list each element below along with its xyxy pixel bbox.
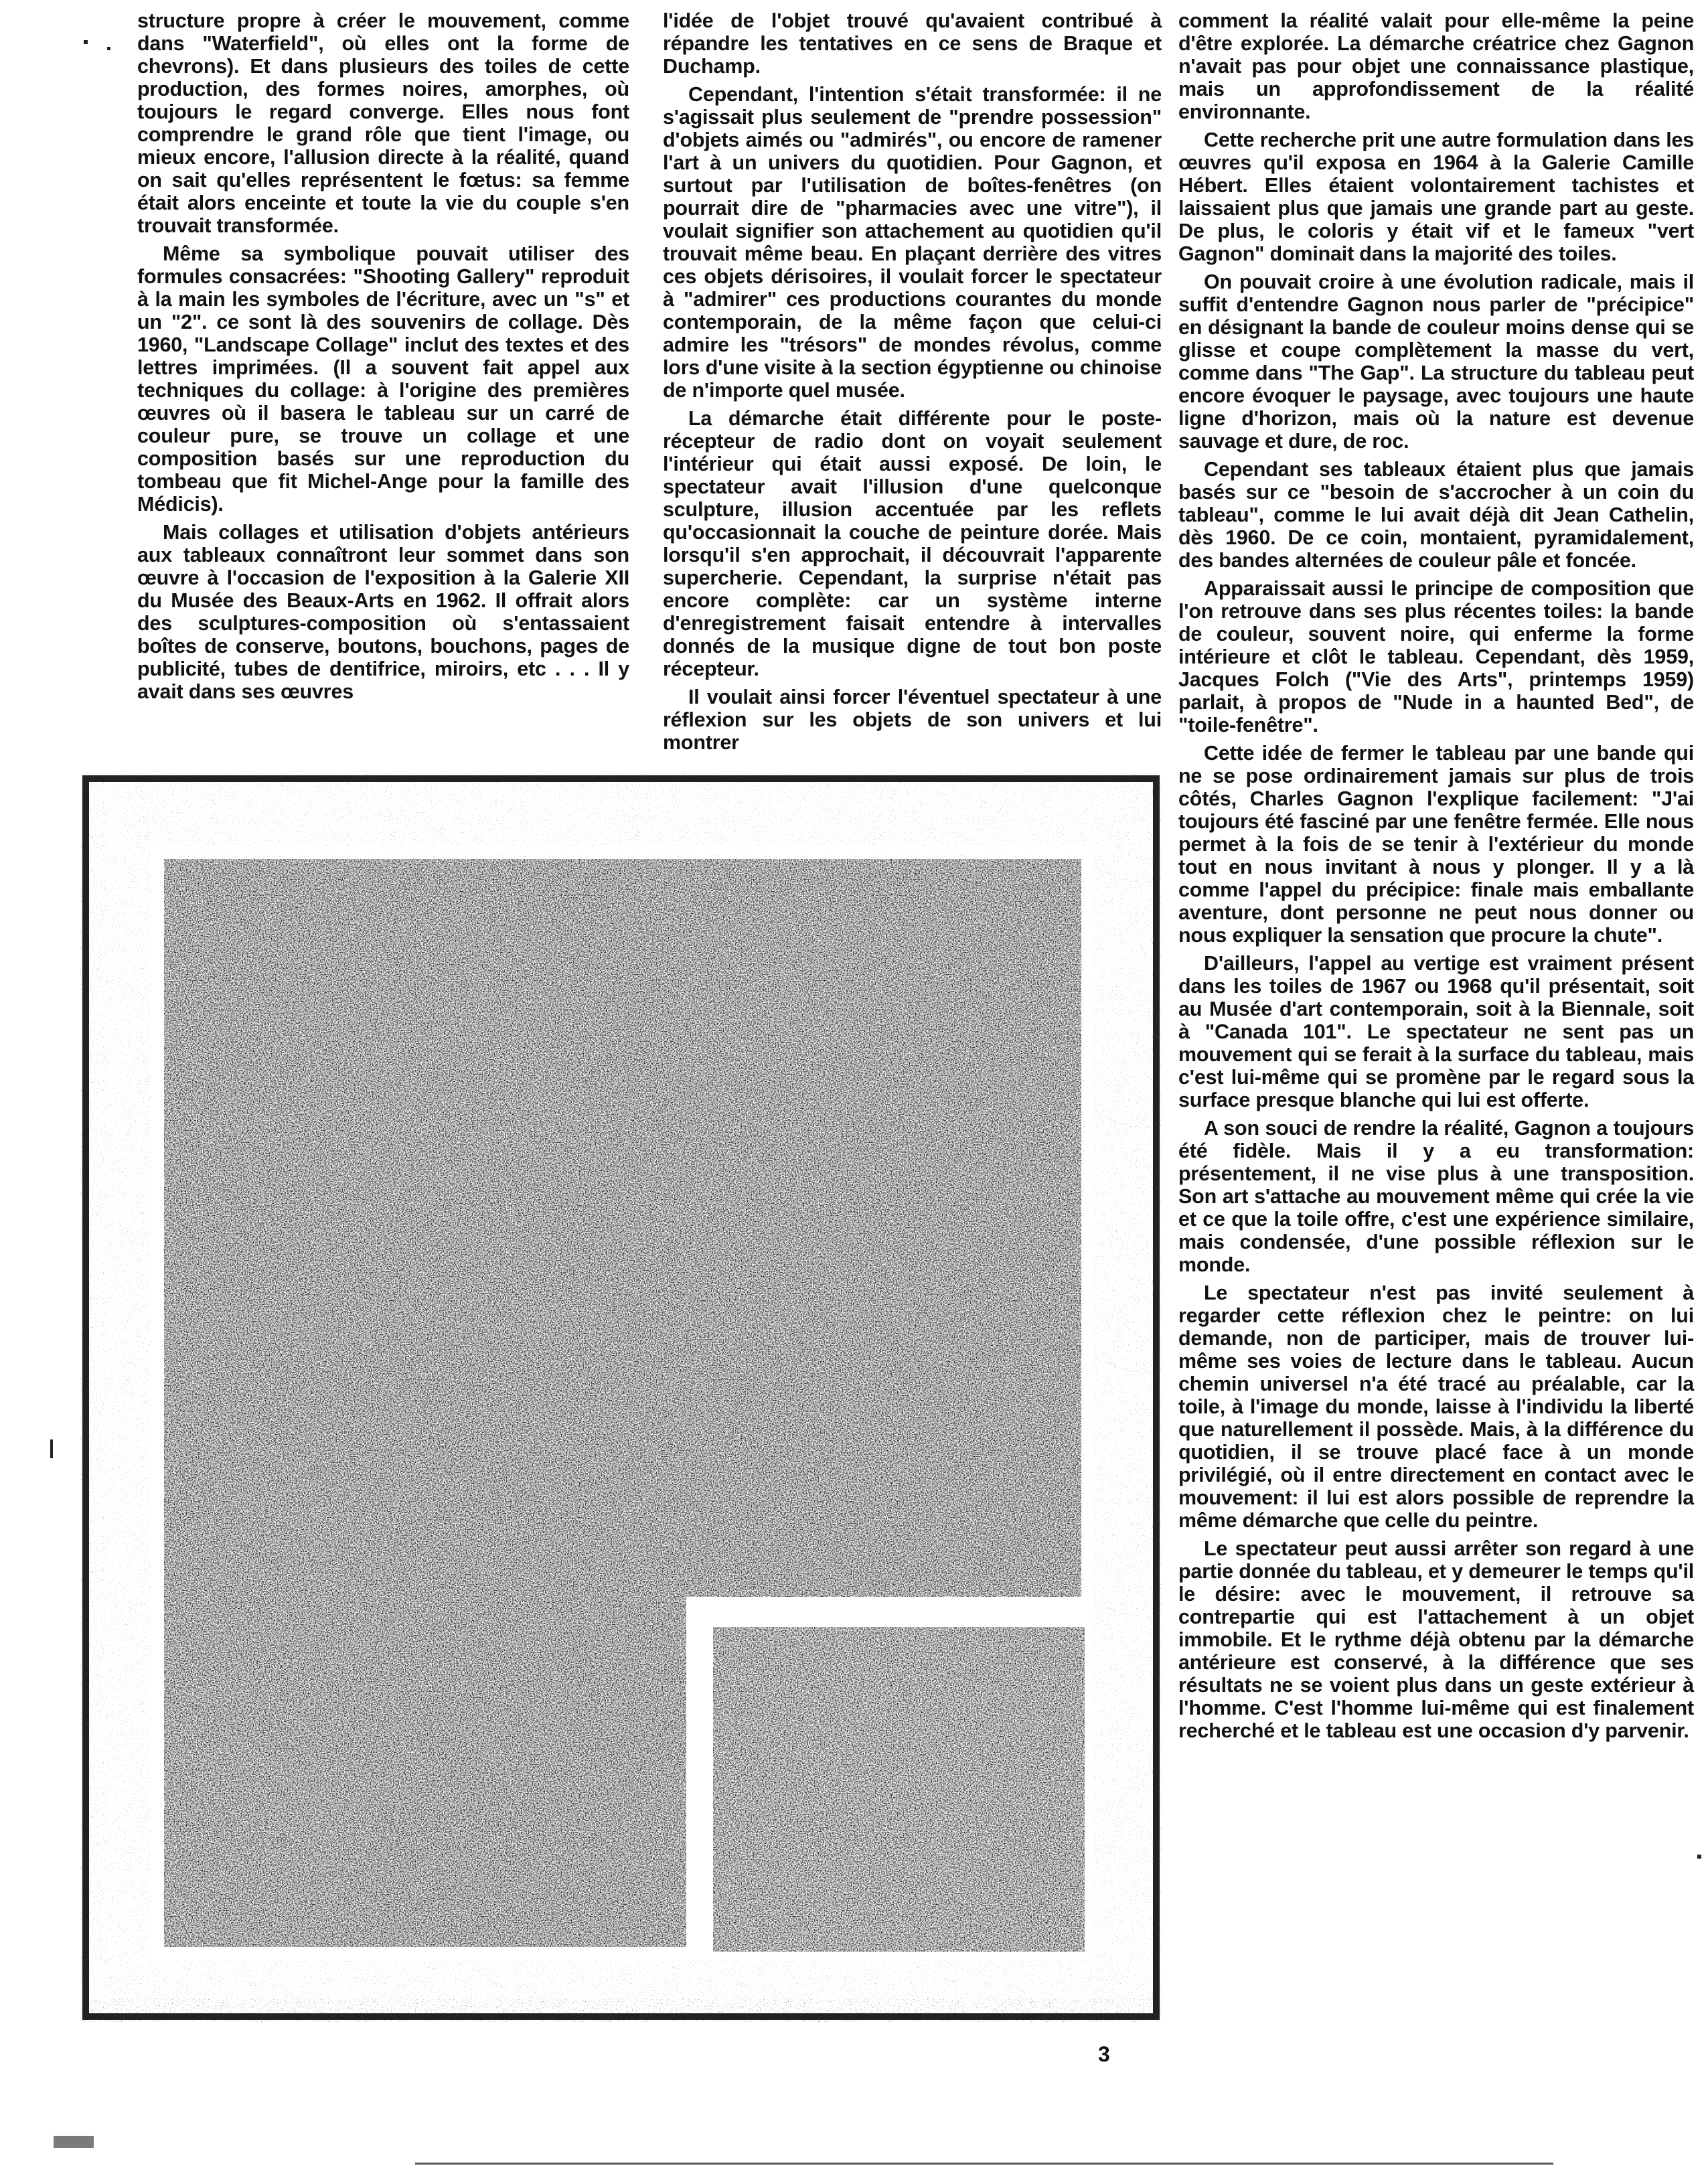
paragraph: structure propre à créer le mouvement, comme dans "Waterfield", où elles ont la forme de chevrons). Et dans plusieurs des toiles de cette production, des formes noires, amorphes, où toujours le regard converge. Elles nous font comprendre le grand rôle que tient l'image, ou mieux encore, l'allusion directe à la réalité, quand on sait qu'elles représentent le fœtus: sa femme était alors enceinte et toute la vie du couple s'en trouvait transformée. xyxy=(137,9,629,237)
paragraph: Cependant ses tableaux étaient plus que jamais basés sur ce "besoin de s'accrocher à un coin du tableau", comme le lui avait déjà dit Jean Cathelin, dès 1960. De ce coin, montaient, pyramidalement, des bandes alternées de couleur pâle et foncée. xyxy=(1178,458,1694,572)
paragraph: Même sa symbolique pouvait utiliser des formules consacrées: "Shooting Gallery" reproduit à la main les symboles de l'écriture, avec un "s" et un "2". ce sont là des souvenirs de collage. Dès 1960, "Landscape Collage" inclut des textes et des lettres imprimées. (Il a souvent fait appel aux techniques du collage: à l'origine des premières œuvres où il basera le tableau sur un carré de couleur pure, se trouve un collage et une composition basés sur une reproduction du tombeau que fit Michel-Ange pour la famille des Médicis). xyxy=(137,242,629,516)
paragraph: Apparaissait aussi le principe de composition que l'on retrouve dans ses plus récentes toiles: la bande de couleur, souvent noire, qui enferme la forme intérieure et clôt le tableau. Cependant, dès 1959, Jacques Folch ("Vie des Arts", printemps 1959) parlait, à propos de "Nude in a haunted Bed", de "toile-fenêtre". xyxy=(1178,577,1694,736)
paragraph: D'ailleurs, l'appel au vertige est vraiment présent dans les toiles de 1967 ou 1968 qu'il présentait, soit au Musée d'art contemporain, soit à la Biennale, soit à "Canada 101". Le spectateur ne sent pas un mouvement qui se ferait à la surface du tableau, mais c'est lui-même qui se promène par le regard sous la surface presque blanche qui lui est offerte. xyxy=(1178,952,1694,1111)
text-column-2 xyxy=(663,9,1162,759)
scan-speck xyxy=(54,2136,94,2148)
painting-reproduction xyxy=(80,773,1162,2022)
paragraph: A son souci de rendre la réalité, Gagnon a toujours été fidèle. Mais il y a eu transformation: présentement, il ne vise plus à une transposition. Son art s'attache au mouvement même qui crée la vie et ce que la toile offre, c'est une expérience similaire, mais condensée, d'une possible réflexion sur le monde. xyxy=(1178,1117,1694,1276)
paragraph: Il voulait ainsi forcer l'éventuel spectateur à une réflexion sur les objets de son univers et lui montrer xyxy=(663,686,1162,754)
paragraph: l'idée de l'objet trouvé qu'avaient contribué à répandre les tentatives en ce sens de Braque et Duchamp. xyxy=(663,9,1162,78)
paragraph: Mais collages et utilisation d'objets antérieurs aux tableaux connaîtront leur sommet dans son œuvre à l'occasion de l'exposition à la Galerie XII du Musée des Beaux-Arts en 1962. Il offrait alors des sculptures-composition où s'entassaient boîtes de conserve, boutons, bouchons, pages de publicité, tubes de dentifrice, miroirs, etc . . . Il y avait dans ses œuvres xyxy=(137,521,629,703)
text-column-1 xyxy=(137,9,629,708)
paragraph: Cette recherche prit une autre formulation dans les œuvres qu'il exposa en 1964 à la Galerie Camille Hébert. Elles étaient volontairement tachistes et laissaient plus que jamais une grande part au geste. De plus, le coloris y était vif et le fameux "vert Gagnon" dominait dans la majorité des toiles. xyxy=(1178,129,1694,265)
paragraph: Cette idée de fermer le tableau par une bande qui ne se pose ordinairement jamais sur plus de trois côtés, Charles Gagnon l'explique facilement: "J'ai toujours été fasciné par une fenêtre fermée. Elle nous permet à la fois de se tenir à l'extérieur du monde tout en nous invitant à nous y plonger. Il y a là comme l'appel du précipice: finale mais emballante aventure, dont personne ne peut nous donner ou nous expliquer la sensation que procure la chute". xyxy=(1178,742,1694,947)
scan-speck xyxy=(50,1439,53,1458)
paragraph: Le spectateur n'est pas invité seulement à regarder cette réflexion chez le peintre: on lui demande, non de participer, mais de trouver lui-même ses voies de lecture dans le tableau. Aucun chemin universel n'a été tracé au préalable, car la toile, à l'image du monde, laisse à l'individu la liberté que naturellement il possède. Mais, à la différence du quotidien, il se trouve placé face à un monde privilégié, où il entre directement en contact avec le mouvement: il lui est alors possible de reprendre la même démarche que celle du peintre. xyxy=(1178,1281,1694,1532)
text-column-3 xyxy=(1178,9,1694,1747)
paragraph: Le spectateur peut aussi arrêter son regard à une partie donnée du tableau, et y demeurer le temps qu'il le désire: avec le mouvement, il retrouve sa contrepartie qui est l'attachement à un objet immobile. Et le rythme déjà obtenu par la démarche antérieure est conservé, à la différence que ses résultats ne se voient plus dans un geste extérieur à l'homme. C'est l'homme lui-même qui est finalement recherché et le tableau est une occasion d'y parvenir. xyxy=(1178,1537,1694,1742)
paragraph: La démarche était différente pour le poste-récepteur de radio dont on voyait seulement l'intérieur qui était aussi exposé. De loin, le spectateur avait l'illusion d'une quelconque sculpture, illusion accentuée par les reflets qu'occasionnait la couche de peinture dorée. Mais lorsqu'il s'en approchait, il découvrait l'apparente supercherie. Cependant, la surprise n'était pas encore complète: car un système interne d'enregistrement faisait entendre à intervalles donnés de la musique digne de tout bon poste récepteur. xyxy=(663,407,1162,680)
scan-speck xyxy=(107,47,110,50)
scan-speck xyxy=(84,40,88,44)
paragraph: On pouvait croire à une évolution radicale, mais il suffit d'entendre Gagnon nous parler de "précipice" en désignant la bande de couleur moins dense qui se glisse et coupe complètement la masse du vert, comme dans "The Gap". La structure du tableau peut encore évoquer le paysage, avec toujours une haute ligne d'horizon, mais où la nature est devenue sauvage et dure, de roc. xyxy=(1178,270,1694,453)
scan-speck xyxy=(1697,1855,1701,1859)
page-number: 3 xyxy=(1098,2042,1110,2066)
page-bottom-rule xyxy=(415,2163,1553,2165)
paragraph: comment la réalité valait pour elle-même la peine d'être explorée. La démarche créatrice chez Gagnon n'avait pas pour objet une connaissance plastique, mais un approfondissement de la réalité environnante. xyxy=(1178,9,1694,123)
paragraph: Cependant, l'intention s'était transformée: il ne s'agissait plus seulement de "prendre possession" d'objets aimés ou "admirés", ou encore de ramener l'art à un univers du quotidien. Pour Gagnon, et surtout par l'utilisation de boîtes-fenêtres (on pourrait dire de "pharmacies avec une vitre"), il voulait signifier son attachement au quotidien qu'il trouvait même beau. En plaçant derrière des vitres ces objets dérisoires, il voulait forcer le spectateur à "admirer" ces productions courantes du monde contemporain, de la même façon que celui-ci admire les "trésors" de mondes révolus, comme lors d'une visite à la section égyptienne ou chinoise de n'importe quel musée. xyxy=(663,83,1162,402)
